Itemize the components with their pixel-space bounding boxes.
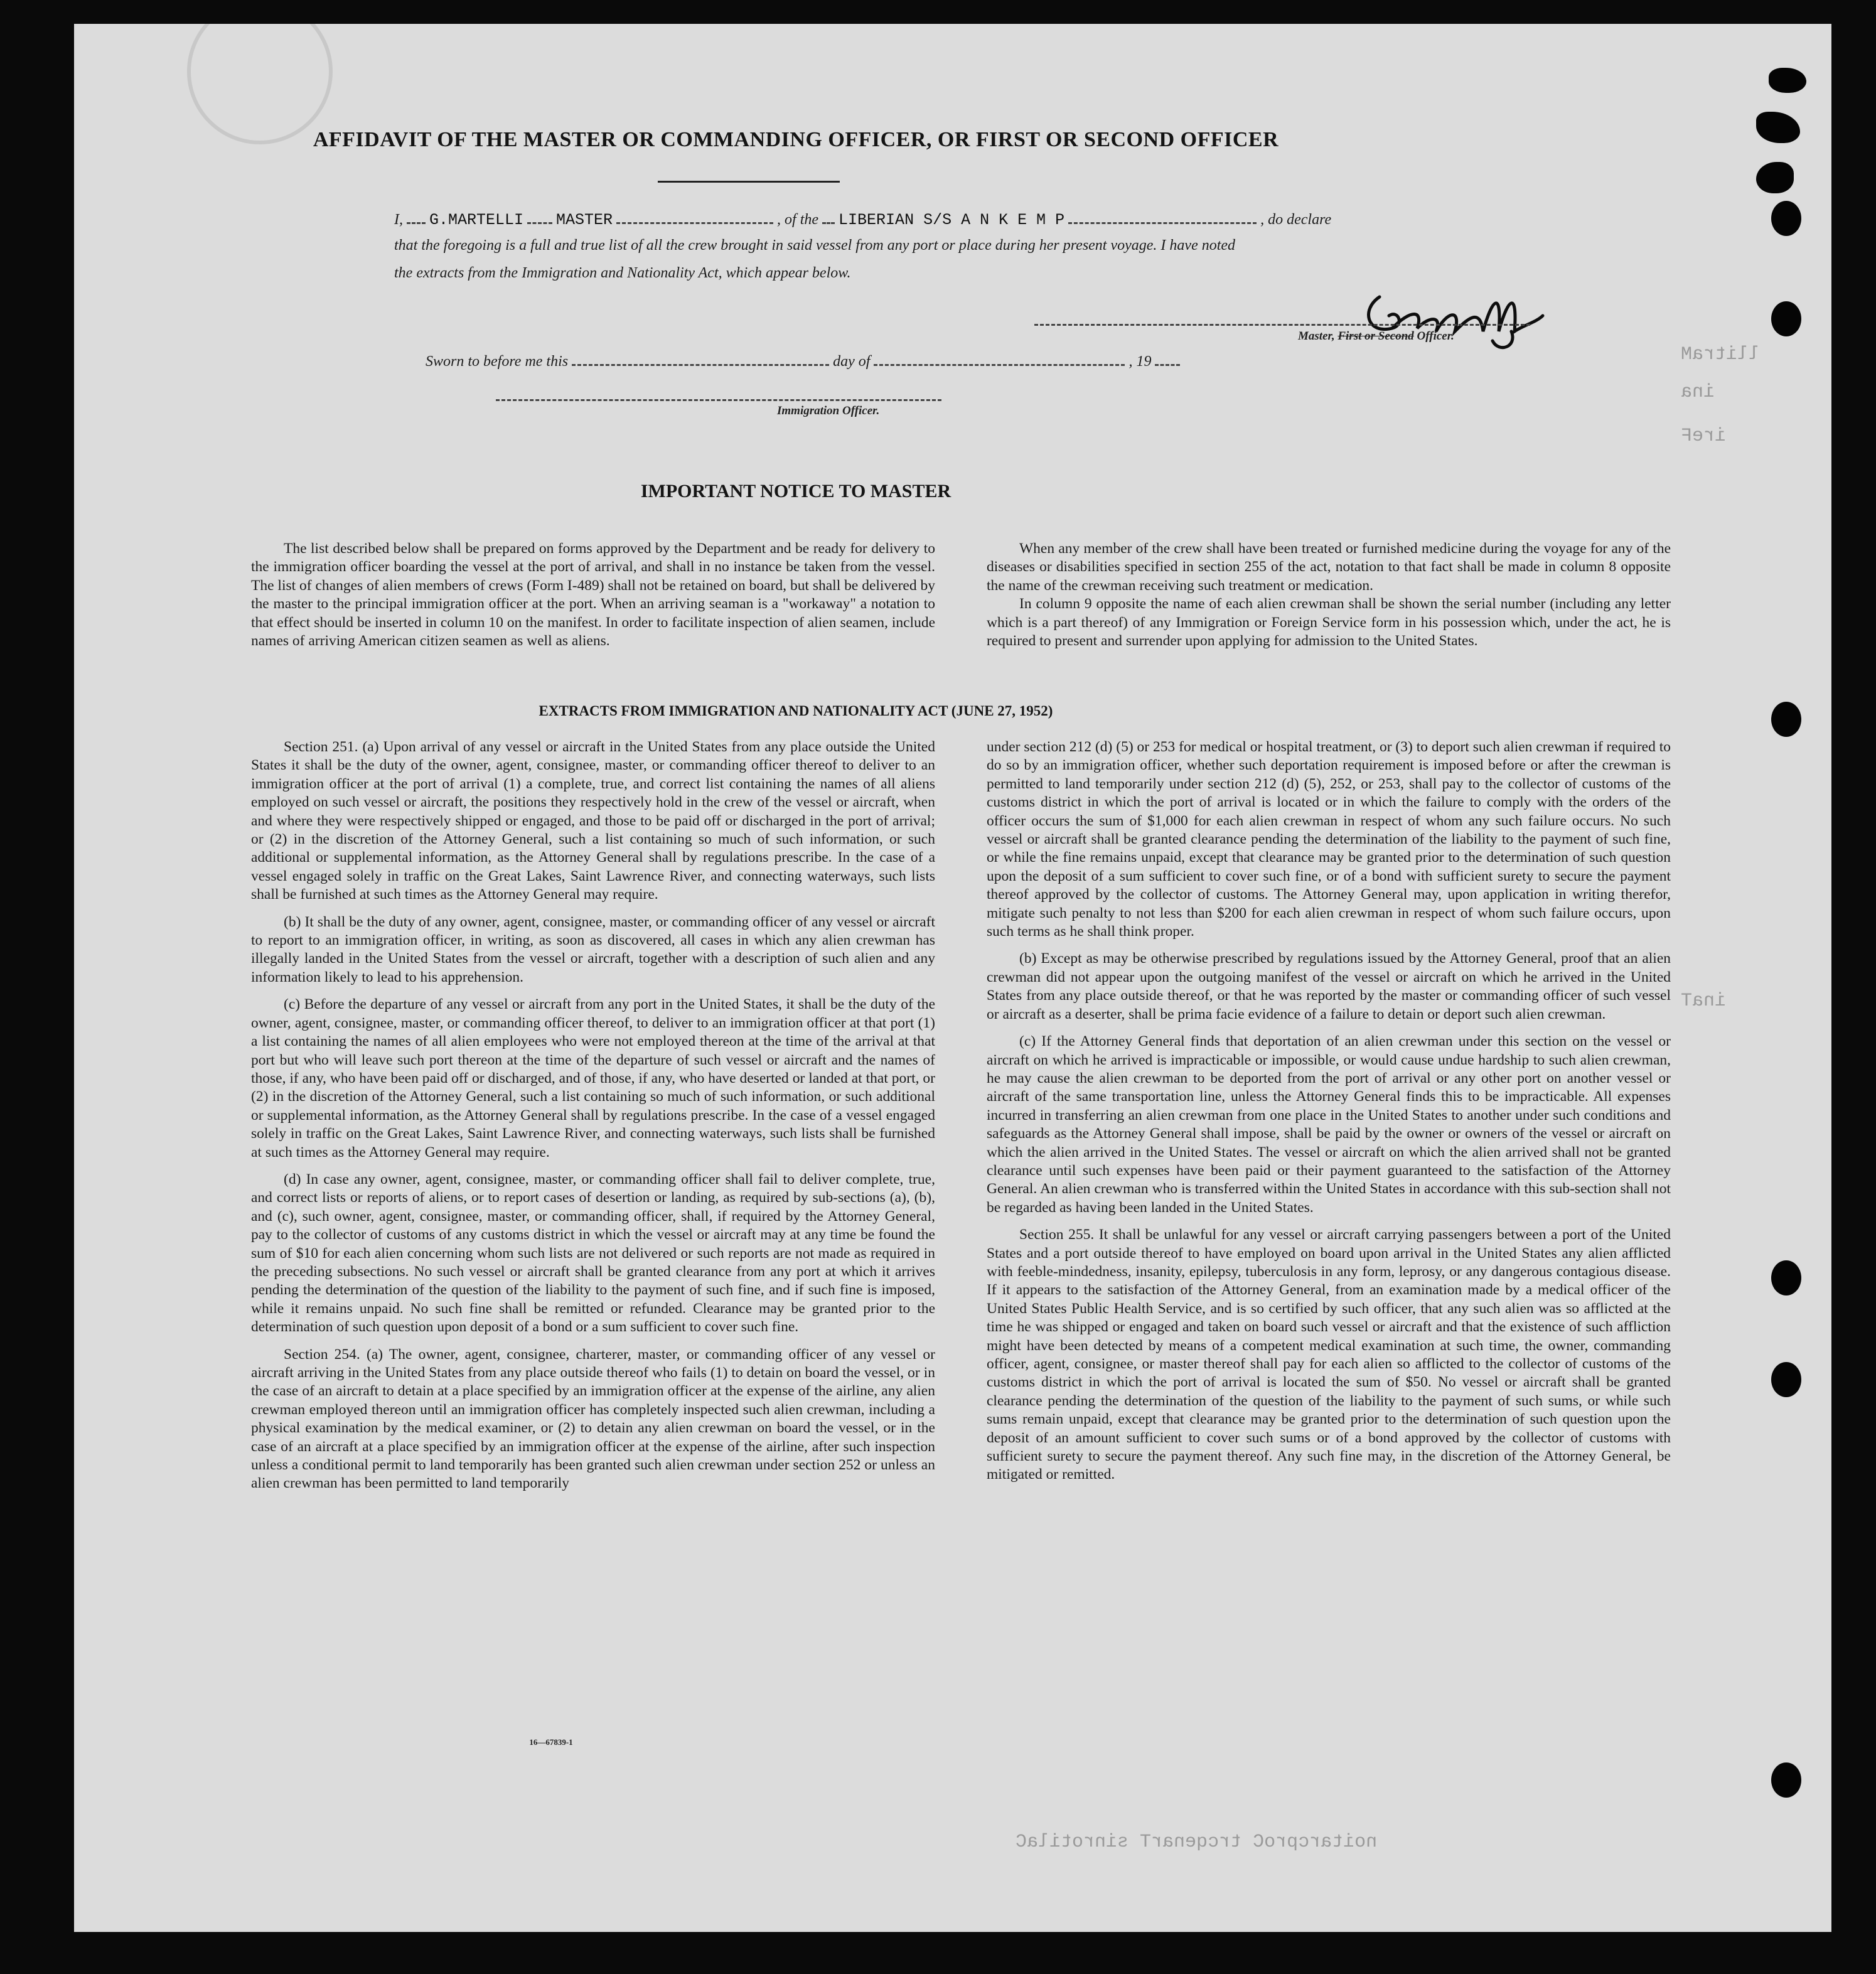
statute-paragraph: (b) Except as may be otherwise prescribed by regulations issued by the Attorney General, proof that an alien crewman did not appear upon the outgoing manifest of the vessel or aircraft on which he arrived in the United States from any place outside thereof, or that he was reported by the master or commanding officer of such vessel or aircraft as a deserter, shall be prima facie evidence of a failure to detain or deport such alien crewman.: [987, 950, 1671, 1022]
sworn-label: Sworn to before me this: [426, 353, 569, 370]
punch-hole: [1756, 112, 1800, 143]
blank-line: [407, 207, 426, 224]
notice-right-column: [987, 540, 1671, 650]
punch-hole: [1771, 1260, 1801, 1295]
bleed-through-text: ina: [1681, 382, 1715, 403]
statute-paragraph: Section 254. (a) The owner, agent, consignee, charterer, master, or commanding officer of any vessel or aircraft arriving in the United States from any place outside thereof who fails (1) to detain on board the vessel, or in the case of an aircraft to detain at a place specified by an immigration officer at the expense of the airline, any alien crewman employed thereon until an immigration officer has completely inspected such alien crewman, including a physical examination by the medical examiner, or (2) to detain any alien crewman on board the vessel, or in the case of an aircraft at a place specified by an immigration officer at the expense of the airline, after such inspection unless a conditional permit to land temporarily has been granted such alien crewman under section 252 or unless an alien crewman has been permitted to land temporarily: [251, 1346, 935, 1492]
punch-hole: [1756, 162, 1794, 193]
notice-paragraph: When any member of the crew shall have been treated or furnished medicine during the voyage for any of the diseases or disabilities specified in section 255 of the act, notation to that fact shall be made in column 8 opposite the name of the crewman receiving such treatment or medication.: [987, 540, 1671, 594]
master-rank: MASTER: [556, 211, 613, 229]
declaration-suffix: , do declare: [1260, 212, 1332, 228]
of-the-label: , of the: [777, 212, 819, 228]
punch-hole: [1769, 68, 1806, 93]
affidavit-title: AFFIDAVIT OF THE MASTER OR COMMANDING OFFICER, OR FIRST OR SECOND OFFICER: [313, 128, 1279, 151]
statute-paragraph: Section 251. (a) Upon arrival of any vessel or aircraft in the United States from any place outside the United States it shall be the duty of the owner, agent, consignee, master, or commanding officer thereof to deliver to an immigration officer at the port of arrival (1) a complete, true, and correct list containing the names of all aliens employed on such vessel or aircraft, the positions they respectively hold in the crew of the vessel or aircraft, when and where they were respectively shipped or engaged, and those to be paid off or discharged in the port of arrival; or (2) in the discretion of the Attorney General, such a list containing so much of such information, or such additional or supplemental information, as the Attorney General shall by regulations prescribe. In the case of a vessel engaged solely in traffic on the Great Lakes, Saint Lawrence River, and connecting waterways, such lists shall be furnished at such times as the Attorney General may require.: [251, 739, 935, 903]
master-name: G.MARTELLI: [429, 211, 524, 229]
document-sheet: [74, 24, 1831, 1932]
notice-paragraph: The list described below shall be prepared on forms approved by the Department and be ready for delivery to the immigration officer boarding the vessel at the port of arrival, and shall in no instance be taken from the vessel. The list of changes of alien members of crews (Form I-489) shall not be retained on board, but shall be delivered by the master to the principal immigration officer at the port. When an arriving seaman is a "workaway" a notation to that effect should be inserted in column 10 on the manifest. In order to facilitate inspection of alien seamen, include names of arriving American citizen seamen as well as aliens.: [251, 540, 935, 650]
blank-line: [616, 207, 773, 224]
signature-caption: [1298, 330, 1454, 343]
punch-hole: [1771, 301, 1801, 336]
faint-stamp-mark: [187, 24, 333, 144]
title-underline: [658, 181, 840, 183]
blank-line: [572, 349, 829, 366]
bleed-through-text: ireF: [1681, 426, 1727, 447]
punch-hole: [1771, 201, 1801, 236]
punch-hole: [1771, 1362, 1801, 1397]
blank-line: [822, 207, 835, 224]
bleed-through-text: llitraM: [1681, 344, 1761, 365]
declaration-prefix: I,: [394, 212, 403, 228]
bleed-through-text: inaT: [1681, 990, 1727, 1012]
sworn-line: [426, 349, 1180, 370]
caption-officer: Officer.: [1413, 330, 1454, 343]
bleed-through-text: noitarcproC trcqenarT sinrotilaC: [1016, 1832, 1378, 1853]
extracts-title: EXTRACTS FROM IMMIGRATION AND NATIONALITY ACT (JUNE 27, 1952): [539, 703, 1053, 719]
officer-dashed-line: [496, 399, 941, 401]
statute-paragraph: Section 255. It shall be unlawful for any vessel or aircraft carrying passengers between a port of the United States and a port outside thereof to have employed on board upon arrival in the United States any alien afflicted with feeble-mindedness, insanity, epilepsy, tuberculosis in any form, leprosy, or any dangerous contagious disease. If it appears to the satisfaction of the Attorney General, from an examination made by a medical officer of the United States Public Health Service, and is so certified by such officer, that any such alien was so afflicted at the time he was shipped or engaged and taken on board such vessel or aircraft and that the existence of such affliction might have been detected by means of a competent medical examination at such time, the owner, commanding officer, agent, consignee, or master thereof shall pay for each alien so afflicted to the collector of customs of the customs district in which the port of arrival is located the sum of $50. No vessel or aircraft shall be granted clearance pending the determination of the question of the liability to the payment of such sums, or while such sums remain unpaid, except that clearance may be granted prior to the determination of such question upon the deposit of an amount sufficient to cover such sums or of a bond approved by the collector of customs with sufficient surety to secure the payment thereof. Any such fine may, in the discretion of the Attorney General, be mitigated or remitted.: [987, 1226, 1671, 1483]
statute-paragraph: (c) Before the departure of any vessel or aircraft from any port in the United States, it shall be the duty of the owner, agent, consignee, master, or commanding officer thereof, to deliver to an immigration officer at that port (1) a list containing the names of all alien employees who were not employed thereon at the time of the arrival at that port but who will leave such port thereon at the time of the departure of such vessel or aircraft and the names of those, if any, who have been paid off or discharged, and of those, if any, who have deserted or landed at that port, or (2) in the discretion of the Attorney General, such a list containing so much of such information, or such additional or supplemental information, as the Attorney General shall by regulations prescribe. In the case of a vessel engaged solely in traffic on the Great Lakes, Saint Lawrence River, and connecting waterways, such lists shall be furnished at such times as the Attorney General may require.: [251, 996, 935, 1161]
vessel-name: LIBERIAN S/S A N K E M P: [839, 211, 1065, 229]
statute-paragraph: (c) If the Attorney General finds that deportation of an alien crewman under this section on the vessel or aircraft on which he arrived is impracticable or impossible, or would cause undue hardship to such alien crewman, he may cause the alien crewman to be deported from the port of arrival or any other port on another vessel or aircraft of the same transportation line, unless the Attorney General finds this to be impracticable. All expenses incurred in transferring an alien crewman from one place in the United States to another under such conditions and safeguards as the Attorney General shall impose, shall be paid by the owner or owners of the vessel or aircraft on which the alien arrived in the United States. The vessel or aircraft on which the alien arrived shall not be granted clearance until such expenses have been paid or their payment guaranteed to the satisfaction of the Attorney General. An alien crewman who is transferred within the United States in accordance with this sub-section shall not be regarded as having been landed in the United States.: [987, 1033, 1671, 1216]
signature-dashed-line: [1034, 324, 1530, 326]
blank-line: [1155, 349, 1180, 366]
blank-line: [527, 207, 552, 224]
extracts-right-column: [987, 738, 1671, 1484]
statute-paragraph: under section 212 (d) (5) or 253 for medical or hospital treatment, or (3) to deport such alien crewman if required to do so by an immigration officer, whether such deportation requirement is imposed before or after the crewman is permitted to land temporarily under section 212 (d) (5), 252, or 253, shall pay to the collector of customs of the customs district in which the port of arrival is located or in which the failure to comply with the orders of the officer occurs the sum of $1,000 for each alien crewman in respect of whom any such failure occurs. No such vessel or aircraft shall be granted clearance pending the determination of the liability to the payment of such fine, or while the fine remains unpaid, except that clearance may be granted prior to the determination of such question upon the deposit of a sum sufficient to cover such fine, or of a bond with sufficient surety to secure the payment thereof approved by the collector of customs. The Attorney General may, upon application in writing therefor, mitigate such penalty to not less than $200 for each alien crewman in respect of whom such failure occurs, upon such terms as he shall think proper.: [987, 739, 1671, 940]
notice-title: IMPORTANT NOTICE TO MASTER: [640, 481, 951, 502]
punch-hole: [1771, 1762, 1801, 1798]
extracts-left-column: [251, 738, 935, 1493]
notice-paragraph: In column 9 opposite the name of each alien crewman shall be shown the serial number (including any letter which is a part thereof) of any Immigration or Foreign Service form in his possession which, under the act, he is required to present and surrender upon applying for admission to the United States.: [987, 596, 1671, 650]
blank-line: [1068, 207, 1257, 224]
form-number: 16—67839-1: [529, 1737, 573, 1747]
year-label: , 19: [1128, 353, 1152, 370]
caption-struck-ranks: First or Second: [1337, 330, 1414, 343]
blank-line: [874, 349, 1125, 366]
declaration-line-3: the extracts from the Immigration and Nationality Act, which appear below.: [394, 265, 851, 281]
declaration-line-2: that the foregoing is a full and true list of all the crew brought in said vessel from any port or place during her present voyage. I have noted: [394, 237, 1236, 254]
statute-paragraph: (d) In case any owner, agent, consignee, master, or commanding officer shall fail to deliver complete, true, and correct lists or reports of aliens, or to report cases of desertion or landing, as required by sub-sections (a), (b), and (c), such owner, agent, consignee, master, or commanding officer, shall, if required by the Attorney General, pay to the collector of customs of any customs district in which the vessel or aircraft may at any time be found the sum of $10 for each alien concerning whom such lists are not delivered or such reports are not made as required in the preceding subsections. No such vessel or aircraft shall be granted clearance from any port at which it arrives pending the determination of the question of the liability to the payment of such fine, and if such fine is imposed, while it remains unpaid. No such fine shall be remitted or refunded. Clearance may be granted prior to the determination of such question upon deposit of a bond or a sum sufficient to cover such fine.: [251, 1171, 935, 1336]
caption-master: Master,: [1298, 330, 1338, 343]
punch-hole: [1771, 702, 1801, 737]
master-signature: [1354, 272, 1555, 360]
statute-paragraph: (b) It shall be the duty of any owner, agent, consignee, master, or commanding officer of any vessel or aircraft to report to an immigration officer, in writing, as soon as discovered, all cases in which any alien crewman has illegally landed in the United States from the vessel or aircraft, together with a description of such alien and any information likely to lead to his apprehension.: [251, 913, 935, 985]
officer-caption: Immigration Officer.: [777, 404, 880, 417]
notice-left-column: [251, 540, 935, 650]
declaration-line-1: [394, 207, 1331, 229]
day-of-label: day of: [833, 353, 871, 370]
